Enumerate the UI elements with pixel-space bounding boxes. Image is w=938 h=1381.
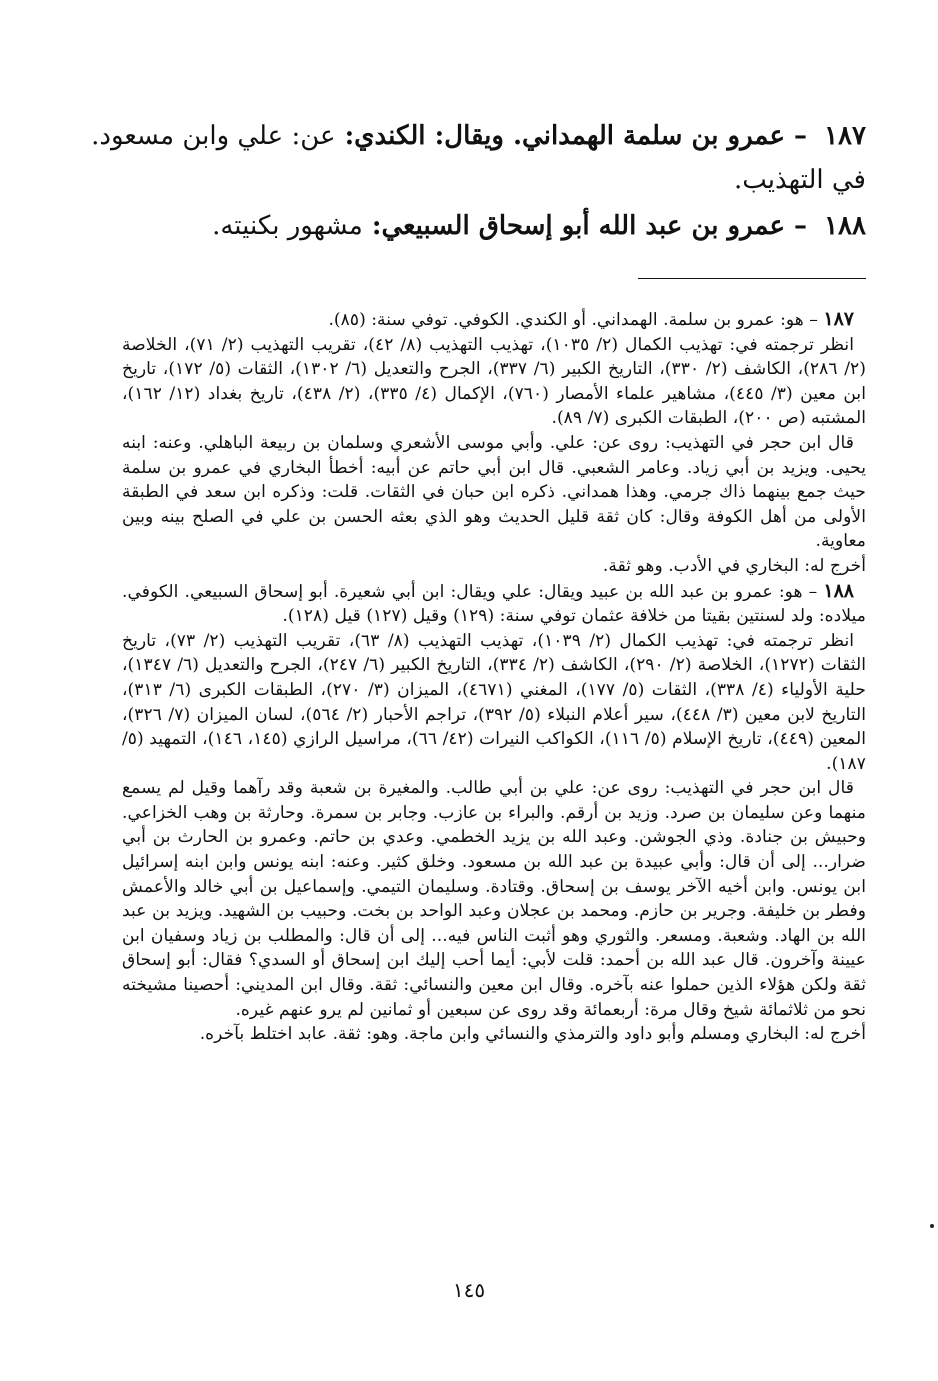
footnote-number: ١٨٧: [823, 308, 854, 330]
footnote-text: – هو: عمرو بن سلمة. الهمداني. أو الكندي. الكوفي. توفي سنة: (٨٥).: [328, 310, 818, 330]
entry-text: عن: علي وابن مسعود. في التهذيب.: [91, 121, 866, 195]
entry-number: ١٨٨: [824, 211, 866, 241]
entry-dash: –: [794, 121, 808, 151]
entry-dash: –: [794, 211, 808, 241]
entry-name: عمرو بن عبد الله أبو إسحاق السبيعي:: [371, 211, 785, 241]
footnote-paragraph: أخرج له: البخاري ومسلم وأبو داود والترمذي والنسائي وابن ماجة. وهو: ثقة. عابد اختلط بآخره.: [199, 1024, 866, 1045]
main-entry-188: [70, 204, 866, 248]
footnote-text: – هو: عمرو بن عبد الله بن عبيد ويقال: علي ويقال: ابن أبي شعيرة. أبو إسحاق السبيعي. الكوفي. ميلاده: ولد لسنتين بقيتا من خلافة عثمان توفي سنة: (١٢٩) وقيل (١٢٧) قيل (١٢٨).: [122, 581, 866, 627]
footnote-paragraph: انظر ترجمته في: تهذيب الكمال (٢/ ١٠٣٩)، تهذيب التهذيب (٨/ ٦٣)، تقريب التهذيب (٢/ ٧٣)، تاريخ الثقات (١٢٧٢)، الخلاصة (٢/ ٢٩٠)، الكاشف (٢/ ٣٣٤)، التاريخ الكبير (٦/ ٢٤٧)، الجرح والتعديل (٦/ ١٣٤٧)، حلية الأولياء (٤/ ٣٣٨)، الثقات (٥/ ١٧٧)، المغني (٤٦٧١)، الميزان (٣/ ٢٧٠)، الطبقات الكبرى (٦/ ٣١٣)، التاريخ لابن معين (٣/ ٤٤٨)، سير أعلام النبلاء (٥/ ٣٩٢)، تراجم الأحبار (٢/ ٥٦٤)، لسان الميزان (٧/ ٣٢٦)، المعين (٤٤٩)، تاريخ الإسلام (٥/ ١١٦)، الكواكب النيرات (٤٢/ ٦٦)، مراسيل الرازي (١٤٥، ١٤٦)، التمهيد (٥/ ١٨٧).: [122, 630, 867, 774]
entry-text: مشهور بكنيته.: [212, 211, 363, 241]
entry-number: ١٨٧: [824, 121, 866, 151]
footnote-paragraph: قال ابن حجر في التهذيب: روى عن: علي. وأبي موسى الأشعري وسلمان بن ربيعة الباهلي. وعنه: ابنه يحيى. ويزيد بن أبي زياد. وعامر الشعبي. قال ابن أبي حاتم عن أبيه: أخطأ البخاري في عمرو بن سلمة حيث جمع بينهما ذاك جرمي. وهذا همداني. ذكره ابن حبان في الثقات. قلت: وذكره ابن سعد في الطبقة الأولى من أهل الكوفة وقال: كان ثقة قليل الحديث وهو الذي بعثه الحسن بن علي في الصلح بينه وبين معاوية.: [122, 432, 866, 552]
entry-name: عمرو بن سلمة الهمداني. ويقال: الكندي:: [344, 121, 785, 151]
footnote-paragraph: أخرج له: البخاري في الأدب. وهو ثقة.: [602, 555, 866, 576]
page-number: ١٤٥: [452, 1278, 486, 1302]
footnote-paragraph: انظر ترجمته في: تهذيب الكمال (٢/ ١٠٣٥)، تهذيب التهذيب (٨/ ٤٢)، تقريب التهذيب (٢/ ٧١)، الخلاصة (٢/ ٢٨٦)، الكاشف (٢/ ٣٣٠)، التاريخ الكبير (٦/ ٣٣٧)، الجرح والتعديل (٦/ ١٣٠٢)، الثقات (٥/ ١٧٢)، تاريخ ابن معين (٣/ ٤٤٥)، مشاهير علماء الأمصار (٧٦٠)، الإكمال (٤/ ٣٣٥)، (٢/ ٤٣٨)، تاريخ بغداد (١٢/ ١٦٢)، المشتبه (ص ٢٠٠)، الطبقات الكبرى (٧/ ٨٩).: [122, 334, 866, 429]
footnote-188-header: [122, 579, 866, 629]
main-entry-187: [70, 114, 866, 202]
margin-dot: [930, 1224, 934, 1228]
footnote-paragraph: قال ابن حجر في التهذيب: روى عن: علي بن أبي طالب. والمغيرة بن شعبة وقد رآهما وقيل لم يسمع منهما وعن سليمان بن صرد. وزيد بن أرقم. والبراء بن عازب. وجابر بن سمرة. وحارثة بن وهب الخزاعي. وحبيش بن جنادة. وذي الجوشن. وعبد الله بن يزيد الخطمي. وعدي بن حاتم. وعمرو بن الحارث بن أبي ضرار... إلى أن قال: وأبي عبيدة بن عبد الله بن مسعود. وخلق كثير. وعنه: ابنه يونس وابن ابنه إسرائيل ابن يونس. وابن أخيه الآخر يوسف بن إسحاق. وقتادة. وسليمان التيمي. وإسماعيل بن أبي خالد والأعمش وفطر بن خليفة. وجرير بن حازم. ومحمد بن عجلان وعبد الواحد بن بخت. وحبيب بن الشهيد. ويزيد بن عبد الله بن الهاد. وشعبة. ومسعر. والثوري وهو أثبت الناس فيه... إلى أن قال: والمطلب بن زياد وسفيان ابن عيينة وآخرون. قال عبد الله بن أحمد: قلت لأبي: أيما أحب إليك ابن إسحاق أو السدي؟ فقال: أبو إسحاق ثقة ولكن هؤلاء الذين حملوا عنه بآخره. وقال ابن معين والنسائي: ثقة. وقال ابن المديني: أحصينا مشيخته نحو من ثلاثمائة شيخ وقال مرة: أربعمائة وقد روى عن سبعين أو ثمانين لم يرو عنهم غيره.: [122, 778, 866, 1020]
footnote-separator: [638, 278, 866, 279]
footnotes: [122, 307, 866, 1047]
footnote-187-header: [122, 307, 866, 333]
footnote-number: ١٨٨: [823, 579, 854, 602]
